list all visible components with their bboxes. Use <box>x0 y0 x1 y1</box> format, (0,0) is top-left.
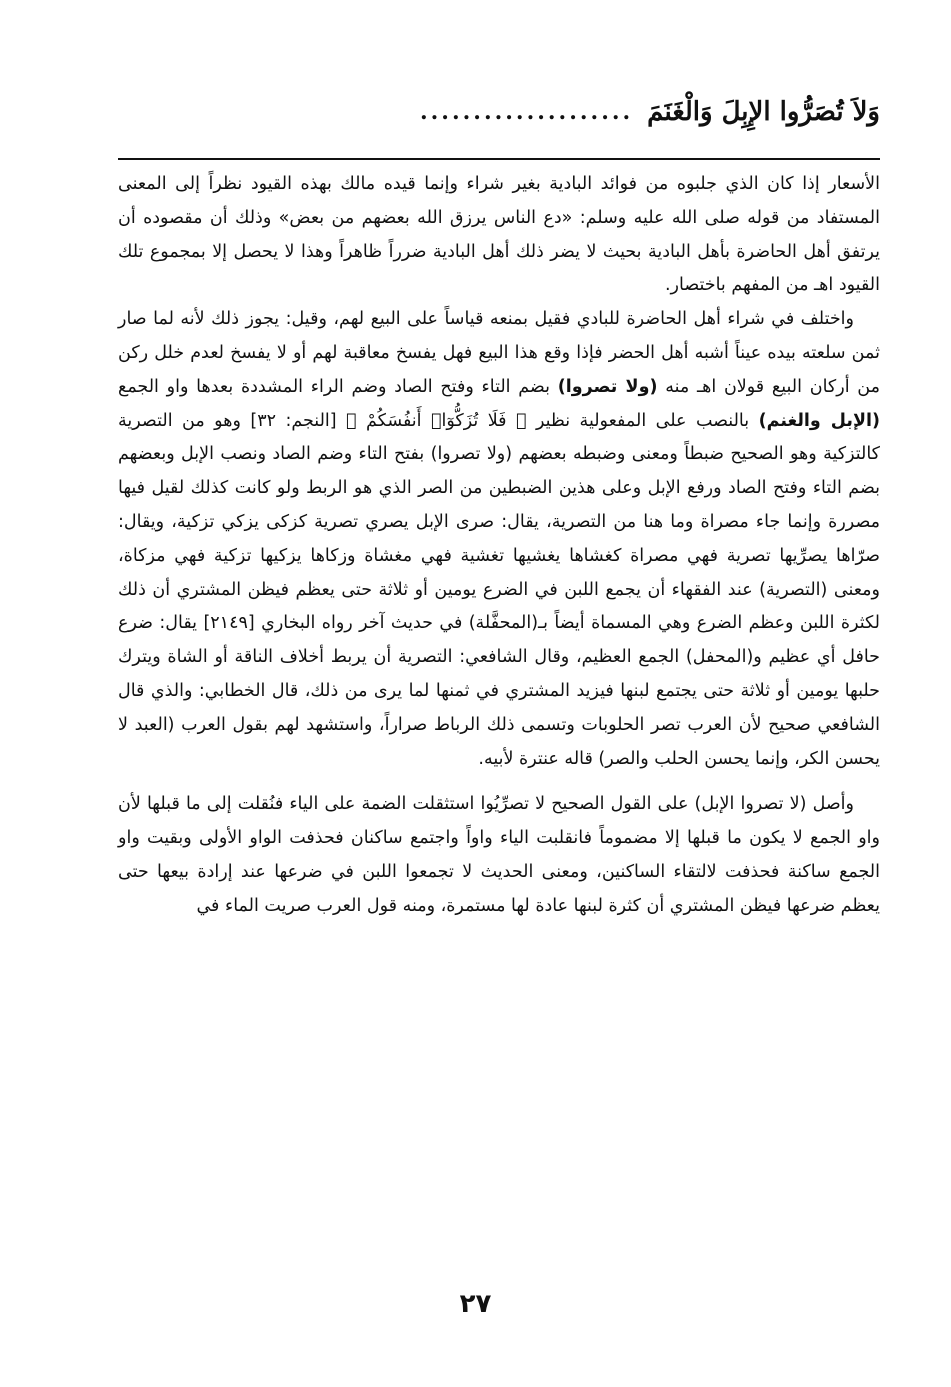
running-header-dots: .................... <box>419 99 634 125</box>
header-divider <box>118 158 880 160</box>
running-header <box>118 78 880 134</box>
paragraph-2-text-a: واختلف في شراء أهل الحاضرة للبادي فقيل بمنعه قياساً على البيع لهم، وقيل: يجوز ذلك لأنه لما صار ثمن سلعته بيده عيناً أشبه أهل الحضر فإذا وقع هذا البيع فهل يفسخ معاقبة لهم أو لا يفسخ لعدم خلل ركن من أركان البيع قولان اهـ منه <box>118 309 880 397</box>
hadith-phrase-camels-and-sheep: (الإبل والغنم) <box>758 410 880 431</box>
paragraph-1 <box>118 168 880 303</box>
main-text <box>118 168 880 924</box>
paragraph-3-text: وأصل (لا تصروا الإبل) على القول الصحيح لا تصرِّيُوا استثقلت الضمة على الياء فنُقلت إلى ما قبلها لأن واو الجمع لا يكون ما قبلها إلا مضموماً فانقلبت الياء واواً واجتمع ساكنان فحذفت الواو الأولى وبقيت واو الجمع ساكنة فحذفت لالتقاء الساكنين، ومعنى الحديث لا تجمعوا اللبن في ضرعها عند إرادة بيعها حتى يعظم ضرعها فيظن المشتري أن كثرة لبنها عادة لها مستمرة، ومنه قول العرب صريت الماء في <box>118 794 880 916</box>
paragraph-2-text-c: بالنصب على المفعولية نظير ﴿ فَلَا تُزَكُّوٓا۟ أَنفُسَكُمْ ﴾ [النجم: ٣٢] وهو من التصرية كالتزكية وهو الصحيح ضبطاً ومعنى وضبطه بعضهم (ولا تصروا) بفتح التاء وضم الصاد ونصب الإبل وبعضهم بضم التاء وفتح الصاد ورفع الإبل وعلى هذين الضبطين من الصر الذي هو الربط ولو كانت كذلك لقيل فيها مصررة وإنما جاء مصراة وما هنا من التصرية، يقال: صرى الإبل يصري تصرية كزكى يزكي تزكية، ويقال: صرّاها يصرِّيها تصرية فهي مصراة كغشاها يغشيها تغشية فهي مغشاة وزكاها يزكيها تزكية فهي مزكاة، ومعنى (التصرية) عند الفقهاء أن يجمع اللبن في الضرع يومين أو ثلاثة حتى يعظم فيظن المشتري أن ذلك لكثرة اللبن وعظم الضرع وهي المسماة أيضاً بـ(المحفَّلة) في حديث آخر رواه البخاري [٢١٤٩] يقال: ضرع حافل أي عظيم و(المحفل) الجمع العظيم، وقال الشافعي: التصرية أن يربط أخلاف الناقة أو الشاة ويترك حلبها يومين أو ثلاثة حتى يجتمع لبنها فيزيد المشتري في ثمنها لما يرى من ذلك، قال الخطابي: والذي قال الشافعي صحيح لأن العرب تصر الحلوبات وتسمى ذلك الرباط صراراً، واستشهد لهم بقول العرب (العبد لا يحسن الكر، وإنما يحسن الحلب والصر) قاله عنترة لأبيه. <box>118 410 881 769</box>
page-number: ٢٧ <box>459 1289 492 1319</box>
running-title: وَلاَ تُصَرُّوا الإِبِلَ وَالْغَنَمَ <box>647 97 880 127</box>
paragraph-3 <box>118 788 880 923</box>
paragraph-1-text: الأسعار إذا كان الذي جلبوه من فوائد البادية بغير شراء وإنما قيده مالك بهذه القيود نظراً إلى المعنى المستفاد من قوله صلى الله عليه وسلم: «دع الناس يرزق الله بعضهم من بعض» وذلك أن مقصوده أن يرتفق أهل الحاضرة بأهل البادية بحيث لا يضر ذلك أهل البادية ضرراً ظاهراً وهذا لا يحصل إلا بمجموع تلك القيود اهـ من المفهم باختصار. <box>118 174 880 296</box>
paragraph-2-text-b: بضم التاء وفتح الصاد وضم الراء المشددة بعدها واو الجمع <box>118 376 558 397</box>
hadith-phrase-do-not-tie-udders: (ولا تصروا) <box>557 376 658 397</box>
paragraph-2 <box>118 303 880 776</box>
